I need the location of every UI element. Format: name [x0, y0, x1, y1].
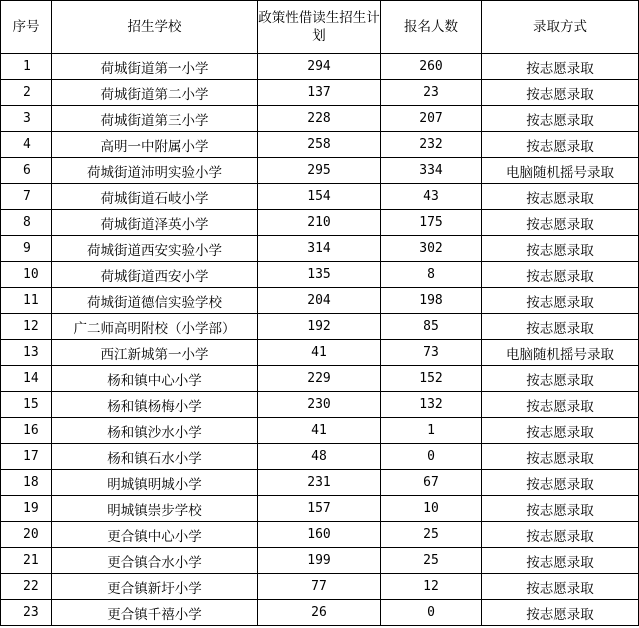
- cell-plan: 210: [258, 210, 381, 236]
- cell-applicants: 232: [381, 132, 482, 158]
- table-row: [1, 158, 639, 184]
- cell-method: 按志愿录取: [482, 236, 639, 262]
- cell-method: 按志愿录取: [482, 496, 639, 522]
- cell-index: 3: [1, 106, 52, 132]
- table-row: [1, 288, 639, 314]
- table-row: [1, 600, 639, 626]
- table-row: [1, 236, 639, 262]
- cell-plan: 314: [258, 236, 381, 262]
- cell-index: 16: [1, 418, 52, 444]
- header-index: 序号: [1, 1, 52, 54]
- cell-index: 17: [1, 444, 52, 470]
- cell-school: 荷城街道德信实验学校: [52, 288, 258, 314]
- cell-school: 荷城街道西安实验小学: [52, 236, 258, 262]
- cell-index: 18: [1, 470, 52, 496]
- cell-method: 按志愿录取: [482, 366, 639, 392]
- cell-school: 更合镇合水小学: [52, 548, 258, 574]
- cell-school: 杨和镇石水小学: [52, 444, 258, 470]
- cell-plan: 137: [258, 80, 381, 106]
- cell-applicants: 132: [381, 392, 482, 418]
- cell-index: 14: [1, 366, 52, 392]
- cell-school: 荷城街道西安小学: [52, 262, 258, 288]
- table-row: [1, 262, 639, 288]
- cell-school: 荷城街道第一小学: [52, 54, 258, 80]
- cell-index: 19: [1, 496, 52, 522]
- cell-applicants: 8: [381, 262, 482, 288]
- cell-school: 更合镇中心小学: [52, 522, 258, 548]
- cell-method: 电脑随机摇号录取: [482, 340, 639, 366]
- cell-applicants: 23: [381, 80, 482, 106]
- cell-school: 更合镇新圩小学: [52, 574, 258, 600]
- cell-plan: 41: [258, 340, 381, 366]
- cell-plan: 135: [258, 262, 381, 288]
- cell-plan: 294: [258, 54, 381, 80]
- table-row: [1, 522, 639, 548]
- cell-plan: 41: [258, 418, 381, 444]
- cell-index: 6: [1, 158, 52, 184]
- table-row: [1, 496, 639, 522]
- cell-applicants: 25: [381, 522, 482, 548]
- cell-school: 杨和镇杨梅小学: [52, 392, 258, 418]
- cell-index: 2: [1, 80, 52, 106]
- cell-index: 20: [1, 522, 52, 548]
- cell-method: 按志愿录取: [482, 470, 639, 496]
- cell-school: 广二师高明附校（小学部）: [52, 314, 258, 340]
- cell-applicants: 1: [381, 418, 482, 444]
- cell-method: 按志愿录取: [482, 314, 639, 340]
- cell-applicants: 334: [381, 158, 482, 184]
- cell-method: 按志愿录取: [482, 80, 639, 106]
- cell-plan: 204: [258, 288, 381, 314]
- cell-index: 13: [1, 340, 52, 366]
- table-row: [1, 470, 639, 496]
- cell-method: 按志愿录取: [482, 522, 639, 548]
- cell-method: 按志愿录取: [482, 600, 639, 626]
- cell-index: 23: [1, 600, 52, 626]
- cell-plan: 295: [258, 158, 381, 184]
- cell-method: 按志愿录取: [482, 418, 639, 444]
- cell-plan: 199: [258, 548, 381, 574]
- cell-applicants: 10: [381, 496, 482, 522]
- cell-applicants: 302: [381, 236, 482, 262]
- cell-method: 按志愿录取: [482, 106, 639, 132]
- cell-plan: 230: [258, 392, 381, 418]
- cell-plan: 192: [258, 314, 381, 340]
- cell-applicants: 198: [381, 288, 482, 314]
- cell-applicants: 175: [381, 210, 482, 236]
- header-row: [1, 1, 639, 54]
- cell-school: 荷城街道泽英小学: [52, 210, 258, 236]
- table-row: [1, 418, 639, 444]
- table-row: [1, 184, 639, 210]
- table-row: [1, 210, 639, 236]
- cell-school: 西江新城第一小学: [52, 340, 258, 366]
- cell-method: 按志愿录取: [482, 288, 639, 314]
- cell-applicants: 0: [381, 600, 482, 626]
- table-row: [1, 132, 639, 158]
- cell-method: 按志愿录取: [482, 132, 639, 158]
- cell-applicants: 12: [381, 574, 482, 600]
- cell-applicants: 73: [381, 340, 482, 366]
- cell-index: 12: [1, 314, 52, 340]
- cell-index: 8: [1, 210, 52, 236]
- cell-applicants: 0: [381, 444, 482, 470]
- table-row: [1, 548, 639, 574]
- cell-school: 明城镇明城小学: [52, 470, 258, 496]
- cell-plan: 48: [258, 444, 381, 470]
- table-row: [1, 444, 639, 470]
- cell-plan: 77: [258, 574, 381, 600]
- cell-applicants: 152: [381, 366, 482, 392]
- cell-plan: 229: [258, 366, 381, 392]
- table-row: [1, 54, 639, 80]
- cell-school: 更合镇千禧小学: [52, 600, 258, 626]
- cell-plan: 160: [258, 522, 381, 548]
- cell-method: 按志愿录取: [482, 262, 639, 288]
- cell-plan: 258: [258, 132, 381, 158]
- header-applicants: 报名人数: [381, 1, 482, 54]
- table-row: [1, 80, 639, 106]
- header-method: 录取方式: [482, 1, 639, 54]
- cell-school: 荷城街道沛明实验小学: [52, 158, 258, 184]
- cell-applicants: 85: [381, 314, 482, 340]
- table-body: [1, 54, 639, 626]
- header-plan: 政策性借读生招生计划: [258, 1, 381, 54]
- cell-school: 杨和镇沙水小学: [52, 418, 258, 444]
- cell-applicants: 25: [381, 548, 482, 574]
- cell-index: 10: [1, 262, 52, 288]
- cell-method: 按志愿录取: [482, 54, 639, 80]
- cell-applicants: 260: [381, 54, 482, 80]
- cell-school: 荷城街道第二小学: [52, 80, 258, 106]
- cell-index: 1: [1, 54, 52, 80]
- cell-plan: 154: [258, 184, 381, 210]
- cell-plan: 228: [258, 106, 381, 132]
- cell-index: 9: [1, 236, 52, 262]
- cell-applicants: 207: [381, 106, 482, 132]
- cell-method: 按志愿录取: [482, 392, 639, 418]
- cell-plan: 231: [258, 470, 381, 496]
- cell-method: 按志愿录取: [482, 184, 639, 210]
- cell-school: 高明一中附属小学: [52, 132, 258, 158]
- cell-index: 4: [1, 132, 52, 158]
- header-school: 招生学校: [52, 1, 258, 54]
- cell-school: 明城镇崇步学校: [52, 496, 258, 522]
- table-row: [1, 366, 639, 392]
- cell-applicants: 67: [381, 470, 482, 496]
- table-row: [1, 392, 639, 418]
- cell-index: 7: [1, 184, 52, 210]
- cell-applicants: 43: [381, 184, 482, 210]
- cell-method: 按志愿录取: [482, 444, 639, 470]
- cell-plan: 26: [258, 600, 381, 626]
- cell-method: 按志愿录取: [482, 574, 639, 600]
- cell-school: 荷城街道石岐小学: [52, 184, 258, 210]
- cell-index: 15: [1, 392, 52, 418]
- cell-index: 22: [1, 574, 52, 600]
- cell-method: 电脑随机摇号录取: [482, 158, 639, 184]
- cell-method: 按志愿录取: [482, 210, 639, 236]
- cell-index: 11: [1, 288, 52, 314]
- table-row: [1, 106, 639, 132]
- table-row: [1, 574, 639, 600]
- cell-school: 荷城街道第三小学: [52, 106, 258, 132]
- cell-school: 杨和镇中心小学: [52, 366, 258, 392]
- cell-method: 按志愿录取: [482, 548, 639, 574]
- cell-index: 21: [1, 548, 52, 574]
- table-row: [1, 314, 639, 340]
- cell-plan: 157: [258, 496, 381, 522]
- table-row: [1, 340, 639, 366]
